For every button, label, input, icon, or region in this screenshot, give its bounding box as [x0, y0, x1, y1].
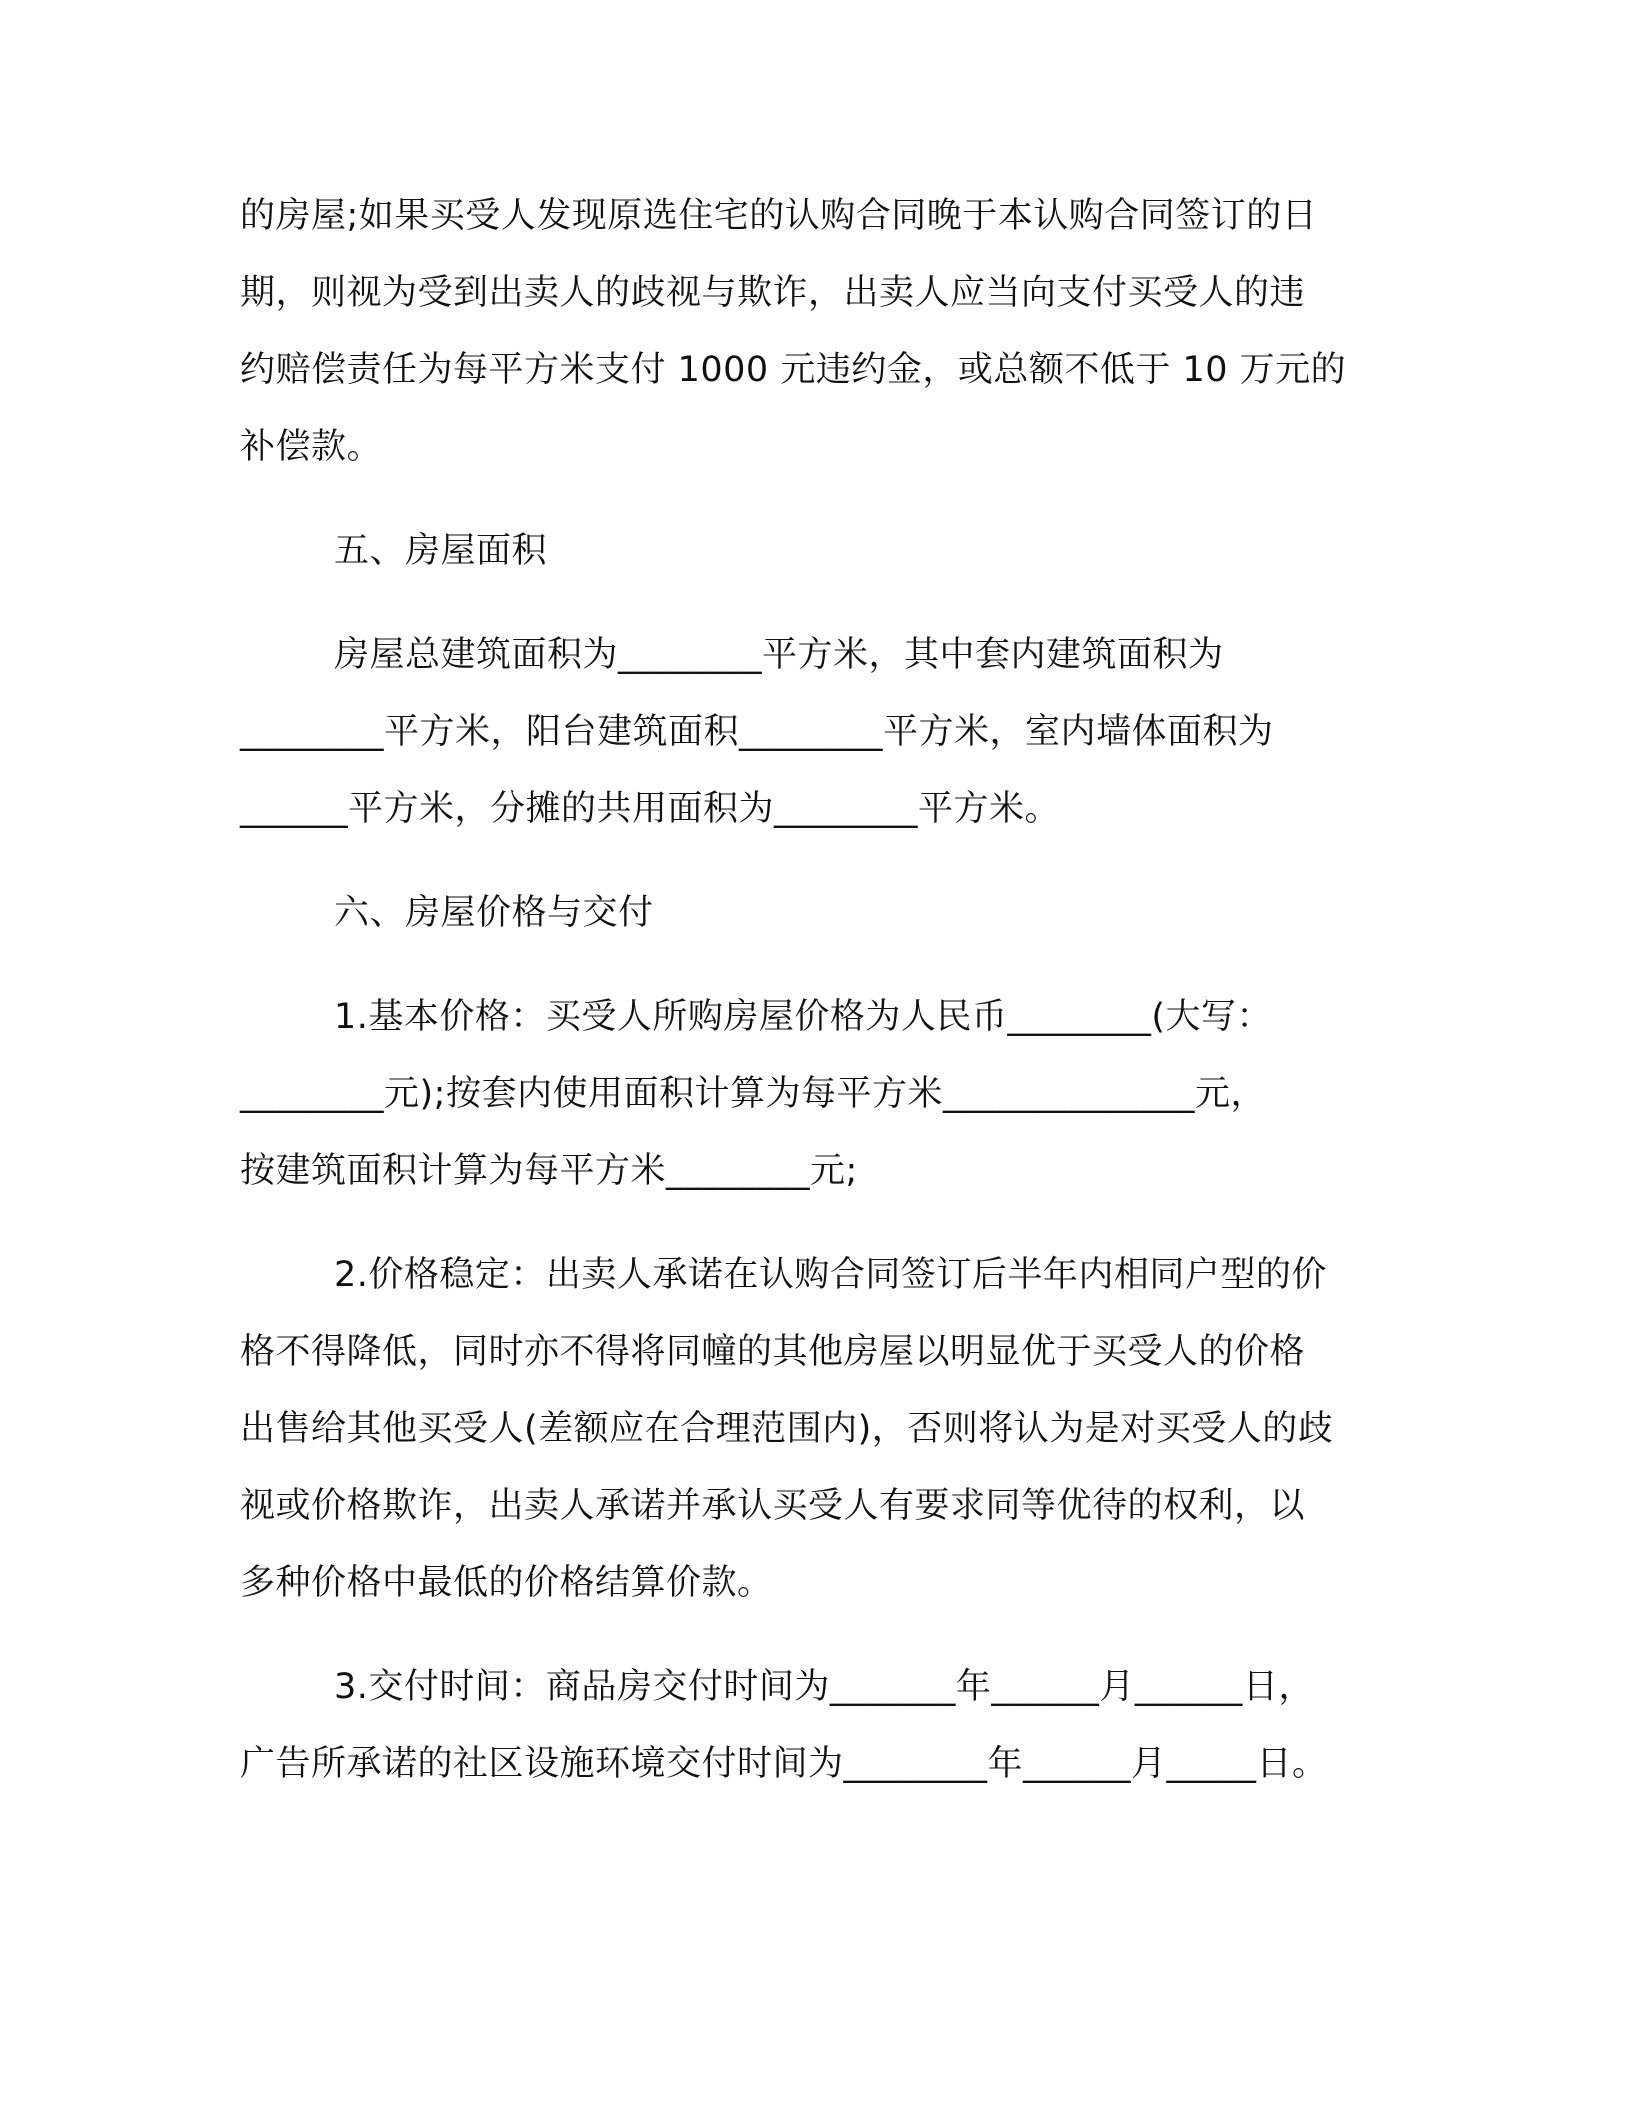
paragraph-line: 期，则视为受到出卖人的歧视与欺诈，出卖人应当向支付买受人的违	[240, 273, 1306, 313]
paragraph-line: 广告所承诺的社区设施环境交付时间为________年______月_____日。	[240, 1744, 1328, 1784]
paragraph-line: 房屋总建筑面积为________平方米，其中套内建筑面积为	[334, 635, 1224, 675]
section-heading: 六、房屋价格与交付	[334, 893, 654, 933]
paragraph-line: 格不得降低，同时亦不得将同幢的其他房屋以明显优于买受人的价格	[240, 1332, 1306, 1372]
paragraph-line: 补偿款。	[240, 427, 383, 467]
paragraph-line: ______平方米，分摊的共用面积为________平方米。	[240, 789, 1061, 829]
paragraph-line: 的房屋;如果买受人发现原选住宅的认购合同晚于本认购合同签订的日	[240, 196, 1318, 236]
paragraph-line: ________平方米，阳台建筑面积________平方米，室内墙体面积为	[240, 712, 1274, 752]
paragraph-line: 多种价格中最低的价格结算价款。	[240, 1563, 773, 1603]
paragraph-line: 按建筑面积计算为每平方米________元;	[240, 1151, 858, 1191]
paragraph-line: 1.基本价格：买受人所购房屋价格为人民币________(大写：	[334, 997, 1273, 1037]
section-heading: 五、房屋面积	[334, 531, 548, 571]
paragraph-line: ________元);按套内使用面积计算为每平方米______________元，	[240, 1074, 1266, 1114]
paragraph-line: 2.价格稳定：出卖人承诺在认购合同签订后半年内相同户型的价	[334, 1255, 1327, 1295]
paragraph-line: 约赔偿责任为每平方米支付 1000 元违约金，或总额不低于 10 万元的	[240, 350, 1347, 390]
paragraph-line: 视或价格欺诈，出卖人承诺并承认买受人有要求同等优待的权利，以	[240, 1486, 1306, 1526]
paragraph-line: 出售给其他买受人(差额应在合理范围内)，否则将认为是对买受人的歧	[240, 1409, 1334, 1449]
paragraph-line: 3.交付时间：商品房交付时间为_______年______月______日，	[334, 1667, 1314, 1707]
